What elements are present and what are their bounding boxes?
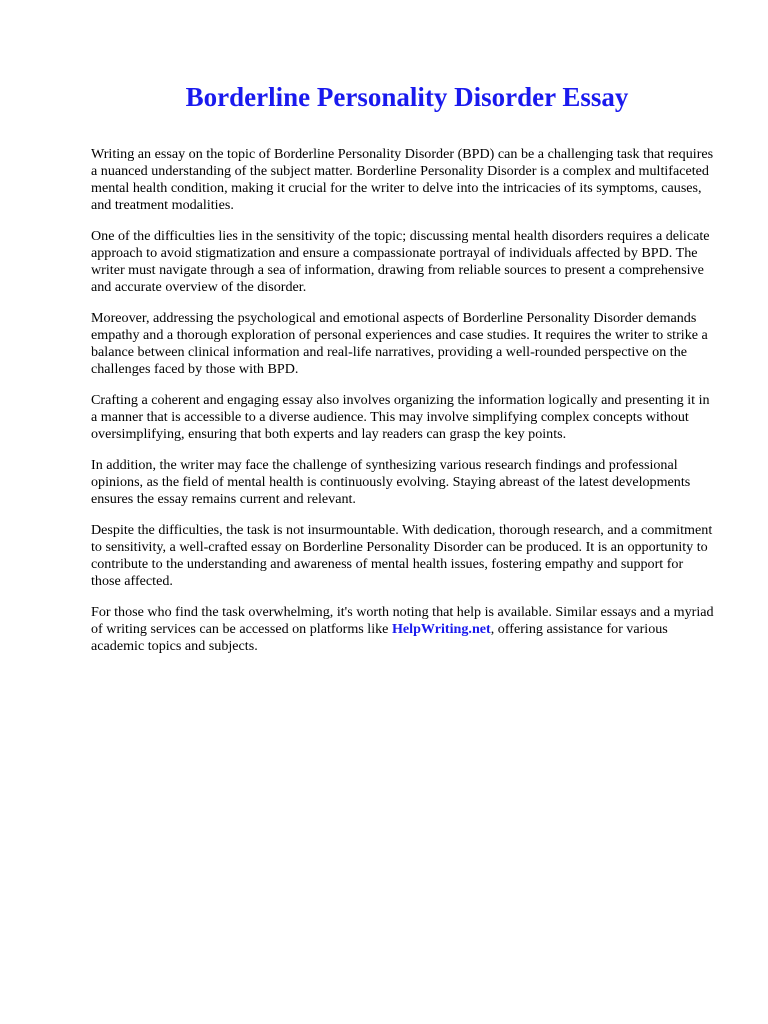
paragraph-6: Despite the difficulties, the task is not insurmountable. With dedication, thorough research, and a commitment to sensitivity, a well-crafted essay on Borderline Personality Disorder can be produced. It is an opportunity to contribute to the understanding and awareness of mental health issues, fostering empathy and support for those affected. [91, 522, 713, 589]
paragraph-1: Writing an essay on the topic of Borderline Personality Disorder (BPD) can be a challenging task that requires a nuanced understanding of the subject matter. Borderline Personality Disorder is a complex and multifaceted mental health condition, making it crucial for the writer to delve into the intricacies of its symptoms, causes, and treatment modalities. [91, 146, 714, 213]
paragraph-5: In addition, the writer may face the challenge of synthesizing various research findings and professional opinions, as the field of mental health is continuously evolving. Staying abreast of the latest developments ensures the essay remains current and relevant. [91, 457, 691, 507]
page-title: Borderline Personality Disorder Essay [185, 82, 629, 112]
paragraph-7 [91, 604, 716, 655]
paragraph-3: Moreover, addressing the psychological and emotional aspects of Borderline Personality Disorder demands empathy and a thorough exploration of personal experiences and case studies. It requires the writer to strike a balance between clinical information and real-life narratives, providing a well-rounded perspective on the challenges faced by those with BPD. [91, 310, 708, 377]
paragraph-2: One of the difficulties lies in the sensitivity of the topic; discussing mental health disorders requires a delicate approach to avoid stigmatization and ensure a compassionate portrayal of individuals affected by BPD. The writer must navigate through a sea of information, drawing from reliable sources to present a comprehensive and accurate overview of the disorder. [91, 228, 710, 295]
closing-text-before-link: For those who find the task overwhelming, it's worth noting that help is available. Similar essays and a myriad of writing services can be accessed on platforms like [91, 604, 714, 637]
essay-body [91, 146, 716, 669]
helpwriting-link[interactable]: HelpWriting.net [391, 621, 491, 637]
paragraph-4: Crafting a coherent and engaging essay also involves organizing the information logically and presenting it in a manner that is accessible to a diverse audience. This may involve simplifying complex concepts without oversimplifying, ensuring that both experts and lay readers can grasp the key points. [91, 392, 710, 442]
closing-text-after-link: , offering assistance for various academic topics and subjects. [91, 621, 668, 654]
